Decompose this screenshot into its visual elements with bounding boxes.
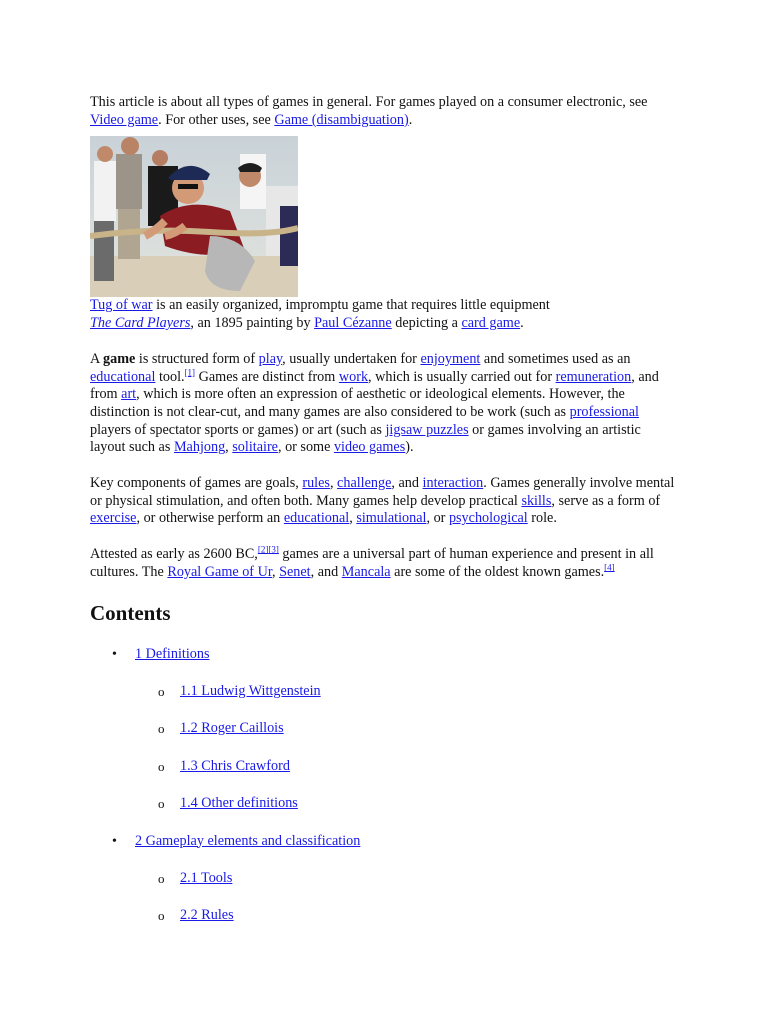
text: , usually undertaken for: [282, 350, 421, 367]
toc-item: [90, 833, 675, 870]
ref-link-1[interactable]: [1]: [184, 366, 196, 377]
toc-link[interactable]: 1 Definitions: [135, 645, 210, 662]
toc-item: [90, 720, 675, 757]
text: tool.: [155, 368, 185, 385]
hatnote-text: .: [408, 111, 413, 128]
text: , and from: [90, 368, 659, 403]
hatnote-text: This article is about all types of games in general. For games played on a consumer electronic, see: [90, 94, 648, 110]
text: , which is more often an expression of aesthetic or ideological elements. However, the distinction is not clear-cut, and many games are also considered to be work (such as: [90, 386, 625, 420]
text: ,: [349, 510, 357, 527]
link-enjoyment[interactable]: enjoyment: [420, 350, 481, 367]
link-mancala[interactable]: Mancala: [341, 563, 391, 580]
ref-link-4[interactable]: [4]: [604, 562, 615, 573]
link-exercise[interactable]: exercise: [90, 510, 137, 527]
toc-link[interactable]: 1.2 Roger Caillois: [180, 720, 284, 737]
ref-link-2[interactable]: [2]: [257, 544, 269, 555]
toc-link[interactable]: 1.4 Other definitions: [180, 795, 298, 812]
link-solitaire[interactable]: solitaire: [232, 439, 278, 456]
caption-text: , an 1895 painting by: [190, 315, 315, 332]
history-paragraph: [90, 546, 675, 581]
reference-1: [185, 367, 196, 377]
link-the-card-players[interactable]: The Card Players: [90, 315, 191, 332]
link-jigsaw-puzzles[interactable]: jigsaw puzzles: [385, 421, 469, 438]
toc-item: [90, 795, 675, 832]
text: Games are distinct from: [195, 368, 339, 385]
bullet-circle-icon: o: [158, 908, 165, 924]
text: Key components of games are goals,: [90, 475, 303, 492]
link-skills[interactable]: skills: [521, 492, 552, 509]
reference-2: [258, 544, 279, 554]
text: Attested as early as 2600 BC,: [90, 546, 258, 563]
link-challenge[interactable]: challenge: [337, 475, 392, 492]
text: , and: [310, 563, 342, 580]
link-educational[interactable]: educational: [90, 368, 156, 385]
text: games are a universal part of human experience and present in all cultures. The: [90, 546, 654, 580]
link-paul-cezanne[interactable]: Paul Cézanne: [314, 315, 392, 332]
link-video-game[interactable]: Video game: [90, 111, 159, 128]
text: . Games generally involve mental or physical stimulation, and often both. Many games help develop practical: [90, 475, 675, 509]
bullet-disc-icon: •: [112, 646, 117, 662]
link-tug-of-war[interactable]: Tug of war: [90, 297, 153, 314]
bullet-circle-icon: o: [158, 796, 165, 812]
photo-caption: [90, 297, 675, 315]
caption-text: depicting a: [391, 315, 462, 332]
link-professional[interactable]: professional: [569, 403, 639, 420]
toc-link[interactable]: 1.3 Chris Crawford: [180, 757, 290, 774]
bullet-circle-icon: o: [158, 870, 165, 886]
toc-item: [90, 870, 675, 907]
text: ,: [272, 563, 280, 580]
toc-link[interactable]: 2.2 Rules: [180, 907, 234, 924]
article-body: [90, 94, 675, 945]
toc-link[interactable]: 1.1 Ludwig Wittgenstein: [180, 682, 321, 699]
hatnote: [90, 94, 675, 129]
text: , which is usually carried out for: [368, 368, 556, 385]
link-video-games[interactable]: video games: [333, 439, 406, 456]
link-interaction[interactable]: interaction: [422, 475, 484, 492]
text: , or: [426, 510, 449, 527]
text: ,: [225, 439, 233, 456]
text: , serve as a form of: [551, 492, 661, 509]
link-educational-2[interactable]: educational: [283, 510, 350, 527]
table-of-contents: [90, 646, 675, 945]
toc-link[interactable]: 2 Gameplay elements and classification: [135, 832, 361, 849]
bullet-circle-icon: o: [158, 683, 165, 699]
text: players of spectator sports or games) or art (such as: [90, 421, 386, 438]
link-psychological[interactable]: psychological: [448, 510, 528, 527]
link-card-game[interactable]: card game: [461, 315, 521, 332]
bullet-disc-icon: •: [112, 833, 117, 849]
contents-heading: Contents: [90, 600, 171, 625]
caption-text: .: [520, 315, 524, 332]
term-game: game: [103, 350, 136, 367]
ref-link-3[interactable]: [3]: [268, 544, 279, 555]
link-work[interactable]: work: [338, 368, 369, 385]
text: role.: [527, 510, 557, 527]
link-play[interactable]: play: [258, 350, 283, 367]
text: ).: [405, 439, 414, 456]
link-senet[interactable]: Senet: [279, 563, 311, 580]
toc-link[interactable]: 2.1 Tools: [180, 869, 233, 886]
text: , or some: [277, 439, 334, 456]
painting-caption: [90, 315, 675, 333]
text: , and: [391, 475, 423, 492]
text: , or otherwise perform an: [136, 510, 284, 527]
text: A: [90, 350, 104, 367]
intro-paragraph: [90, 351, 675, 457]
link-remuneration[interactable]: remuneration: [555, 368, 632, 385]
toc-item: [90, 758, 675, 795]
toc-item: [90, 907, 675, 944]
link-simulational[interactable]: simulational: [356, 510, 427, 527]
link-mahjong[interactable]: Mahjong: [173, 439, 226, 456]
link-royal-game-of-ur[interactable]: Royal Game of Ur: [167, 563, 272, 580]
toc-item: [90, 683, 675, 720]
caption-text: is an easily organized, impromptu game that requires little equipment: [152, 297, 550, 314]
components-paragraph: [90, 475, 675, 528]
bullet-circle-icon: o: [158, 758, 165, 774]
text: is structured form of: [135, 350, 259, 367]
link-art[interactable]: art: [121, 386, 137, 403]
tug-of-war-photo[interactable]: [90, 136, 298, 297]
text: or games involving an artistic layout such as: [90, 421, 641, 456]
reference-4: [604, 562, 615, 572]
link-game-disambiguation[interactable]: Game (disambiguation): [274, 111, 409, 128]
hatnote-text: . For other uses, see: [158, 111, 275, 128]
text: are some of the oldest known games.: [390, 563, 605, 580]
bullet-circle-icon: o: [158, 721, 165, 737]
toc-item: [90, 646, 675, 683]
text: ,: [329, 475, 338, 492]
text: and sometimes used as an: [480, 350, 631, 367]
link-rules[interactable]: rules: [302, 475, 330, 492]
